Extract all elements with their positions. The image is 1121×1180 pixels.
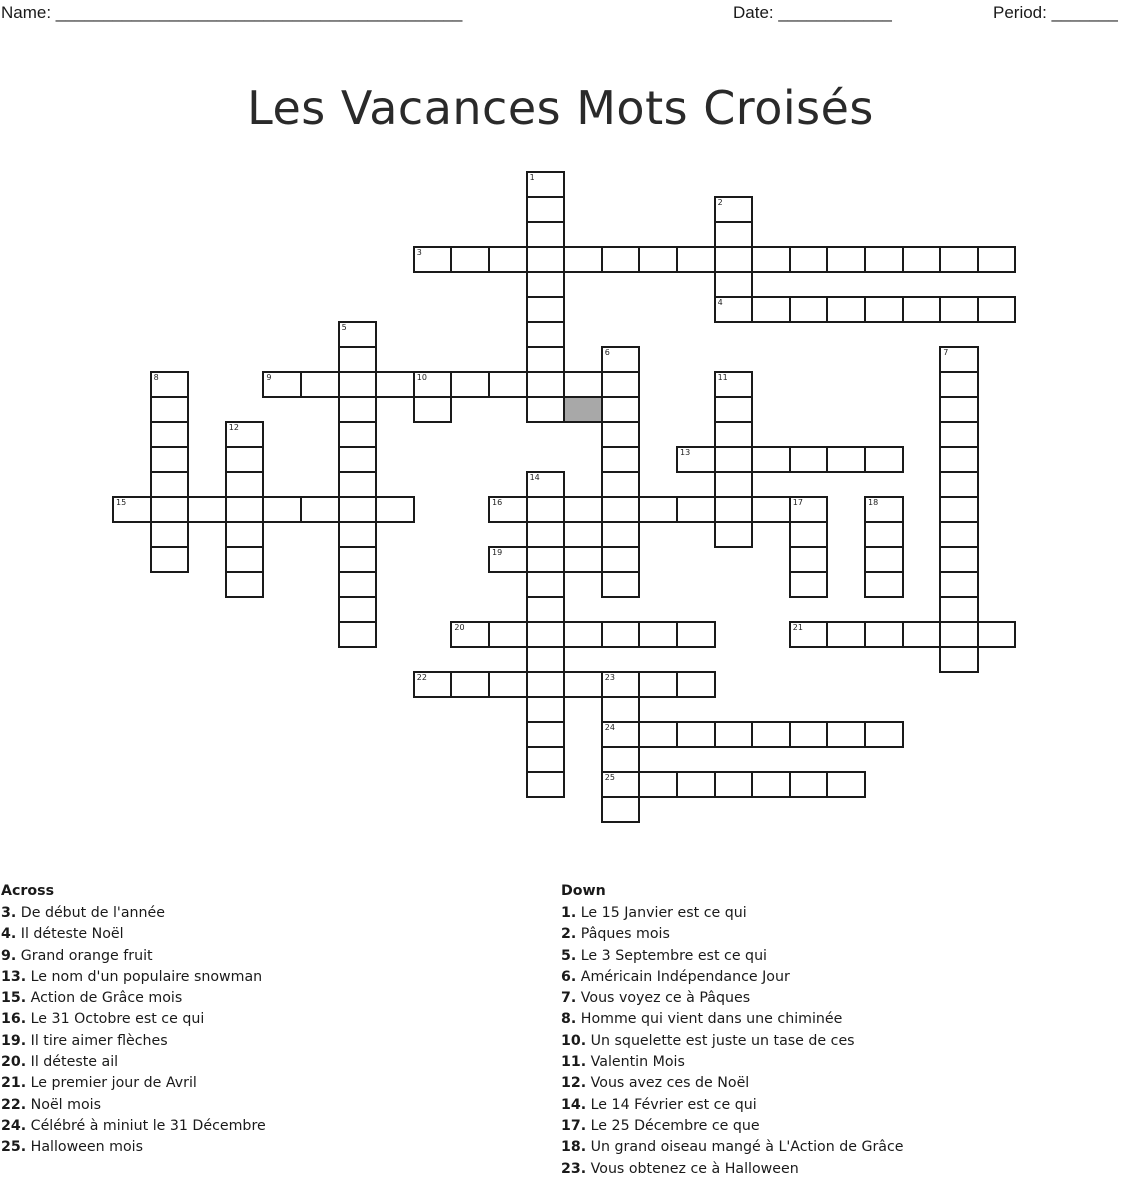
down-clue <box>561 988 904 1009</box>
clue-number: 2. <box>561 926 577 943</box>
grid-cell[interactable] <box>789 246 829 273</box>
grid-cell[interactable] <box>789 571 829 598</box>
grid-cell[interactable] <box>789 621 829 648</box>
grid-cell[interactable] <box>150 421 190 448</box>
grid-cell[interactable] <box>789 721 829 748</box>
grid-cell[interactable] <box>488 371 528 398</box>
clue-text: Un grand oiseau mangé à L'Action de Grâce <box>590 1139 904 1156</box>
grid-cell[interactable] <box>375 496 415 523</box>
clue-number: 6. <box>561 968 577 985</box>
grid-cell[interactable] <box>864 571 904 598</box>
grid-cell[interactable] <box>601 671 641 698</box>
grid-cell[interactable] <box>225 546 265 573</box>
across-clue <box>1 1095 266 1116</box>
grid-cell[interactable] <box>563 546 603 573</box>
grid-cell[interactable] <box>864 546 904 573</box>
clue-number: 12. <box>561 1075 587 1092</box>
grid-cell[interactable] <box>714 446 754 473</box>
grid-cell[interactable] <box>526 771 566 798</box>
grid-cell[interactable] <box>526 471 566 498</box>
grid-cell[interactable] <box>789 521 829 548</box>
cell-number: 21 <box>792 623 803 632</box>
grid-cell[interactable] <box>450 621 490 648</box>
across-clue <box>1 1073 266 1094</box>
clue-text: Il déteste Noël <box>20 926 124 943</box>
clue-text: Américain Indépendance Jour <box>580 968 790 985</box>
grid-cell[interactable] <box>601 771 641 798</box>
grid-cell[interactable] <box>939 646 979 673</box>
clue-text: Pâques mois <box>580 926 670 943</box>
clue-number: 16. <box>1 1011 27 1028</box>
grid-cell[interactable] <box>714 371 754 398</box>
grid-cell[interactable] <box>225 521 265 548</box>
grid-cell[interactable] <box>526 396 566 423</box>
clue-text: Valentin Mois <box>590 1054 685 1071</box>
grid-cell[interactable] <box>864 296 904 323</box>
grid-cell[interactable] <box>150 396 190 423</box>
grid-cell[interactable] <box>150 471 190 498</box>
clue-text: Le 14 Février est ce qui <box>590 1096 757 1113</box>
down-clue <box>561 1159 904 1180</box>
grid-cell[interactable] <box>526 671 566 698</box>
grid-cell[interactable] <box>714 721 754 748</box>
grid-cell[interactable] <box>526 221 566 248</box>
grid-cell[interactable] <box>150 521 190 548</box>
grid-cell[interactable] <box>826 621 866 648</box>
clue-text: Le nom d'un populaire snowman <box>30 968 263 985</box>
across-clue <box>1 967 266 988</box>
cell-number: 3 <box>416 248 422 257</box>
grid-cell[interactable] <box>864 621 904 648</box>
cell-number: 1 <box>529 173 535 182</box>
grid-cell[interactable] <box>714 521 754 548</box>
grid-cell[interactable] <box>225 471 265 498</box>
grid-cell[interactable] <box>902 621 942 648</box>
grid-cell[interactable] <box>526 521 566 548</box>
grid-cell[interactable] <box>826 246 866 273</box>
clue-text: Halloween mois <box>30 1139 143 1156</box>
grid-cell[interactable] <box>262 371 302 398</box>
grid-cell[interactable] <box>526 346 566 373</box>
grid-cell[interactable] <box>714 496 754 523</box>
grid-cell[interactable] <box>526 696 566 723</box>
grid-cell[interactable] <box>714 221 754 248</box>
down-clue <box>561 946 904 967</box>
grid-cell[interactable] <box>751 721 791 748</box>
grid-cell[interactable] <box>338 421 378 448</box>
shaded-cell <box>563 396 603 423</box>
grid-cell[interactable] <box>338 496 378 523</box>
clue-number: 17. <box>561 1117 587 1134</box>
down-clue <box>561 924 904 945</box>
grid-cell[interactable] <box>939 396 979 423</box>
clue-number: 10. <box>561 1032 587 1049</box>
grid-cell[interactable] <box>751 296 791 323</box>
grid-cell[interactable] <box>601 746 641 773</box>
grid-cell[interactable] <box>751 446 791 473</box>
grid-cell[interactable] <box>638 246 678 273</box>
clue-text: De début de l'année <box>20 905 165 921</box>
clue-text: Il tire aimer flèches <box>30 1032 168 1049</box>
grid-cell[interactable] <box>526 646 566 673</box>
grid-cell[interactable] <box>488 671 528 698</box>
grid-cell[interactable] <box>413 371 453 398</box>
grid-cell[interactable] <box>826 446 866 473</box>
grid-cell[interactable] <box>638 721 678 748</box>
grid-cell[interactable] <box>488 246 528 273</box>
grid-cell[interactable] <box>338 321 378 348</box>
grid-cell[interactable] <box>939 446 979 473</box>
grid-cell[interactable] <box>939 571 979 598</box>
clue-text: Noël mois <box>30 1096 101 1113</box>
clue-number: 13. <box>1 968 27 985</box>
clue-number: 19. <box>1 1032 27 1049</box>
down-clue <box>561 967 904 988</box>
grid-cell[interactable] <box>225 421 265 448</box>
across-clue <box>1 903 266 924</box>
clue-text: Le 25 Décembre ce que <box>590 1117 760 1134</box>
grid-cell[interactable] <box>601 396 641 423</box>
grid-cell[interactable] <box>601 546 641 573</box>
clue-number: 3. <box>1 905 17 921</box>
cell-number: 14 <box>529 473 540 482</box>
grid-cell[interactable] <box>826 771 866 798</box>
grid-cell[interactable] <box>939 471 979 498</box>
grid-cell[interactable] <box>714 296 754 323</box>
across-heading: Across <box>1 883 55 899</box>
grid-cell[interactable] <box>563 246 603 273</box>
grid-cell[interactable] <box>413 396 453 423</box>
grid-cell[interactable] <box>789 446 829 473</box>
grid-cell[interactable] <box>864 246 904 273</box>
clue-number: 5. <box>561 947 577 964</box>
grid-cell[interactable] <box>751 771 791 798</box>
puzzle-title: Les Vacances Mots Croisés <box>247 80 874 135</box>
cell-number: 25 <box>604 773 615 782</box>
grid-cell[interactable] <box>714 271 754 298</box>
grid-cell[interactable] <box>488 546 528 573</box>
clue-number: 24. <box>1 1117 27 1134</box>
across-clue-list <box>1 903 266 1159</box>
clue-number: 14. <box>561 1096 587 1113</box>
cell-number: 4 <box>717 298 723 307</box>
grid-cell[interactable] <box>262 496 302 523</box>
grid-cell[interactable] <box>338 371 378 398</box>
cell-number: 18 <box>868 498 879 507</box>
cell-number: 13 <box>680 448 691 457</box>
grid-cell[interactable] <box>977 621 1017 648</box>
clue-number: 18. <box>561 1139 587 1156</box>
grid-cell[interactable] <box>902 246 942 273</box>
down-clue <box>561 1073 904 1094</box>
grid-cell[interactable] <box>488 621 528 648</box>
clue-text: Le 3 Septembre est ce qui <box>580 947 767 964</box>
cell-number: 2 <box>717 198 723 207</box>
down-clue-list <box>561 903 904 1180</box>
clue-text: Action de Grâce mois <box>30 990 183 1007</box>
clue-number: 9. <box>1 947 17 964</box>
grid-cell[interactable] <box>676 671 716 698</box>
cell-number: 9 <box>266 373 272 382</box>
grid-cell[interactable] <box>714 396 754 423</box>
grid-cell[interactable] <box>826 296 866 323</box>
grid-cell[interactable] <box>563 671 603 698</box>
cell-number: 10 <box>416 373 427 382</box>
grid-cell[interactable] <box>112 496 152 523</box>
grid-cell[interactable] <box>338 346 378 373</box>
grid-cell[interactable] <box>826 721 866 748</box>
down-clues <box>561 882 904 1180</box>
clue-text: Il déteste ail <box>30 1054 119 1071</box>
across-clue <box>1 924 266 945</box>
period-field[interactable]: Period: _______ <box>993 3 1118 22</box>
grid-cell[interactable] <box>338 546 378 573</box>
grid-cell[interactable] <box>601 446 641 473</box>
grid-cell[interactable] <box>526 371 566 398</box>
across-clue <box>1 1031 266 1052</box>
grid-cell[interactable] <box>526 596 566 623</box>
grid-cell[interactable] <box>676 621 716 648</box>
grid-cell[interactable] <box>939 246 979 273</box>
grid-cell[interactable] <box>638 621 678 648</box>
grid-cell[interactable] <box>526 196 566 223</box>
grid-cell[interactable] <box>187 496 227 523</box>
grid-cell[interactable] <box>601 371 641 398</box>
grid-cell[interactable] <box>526 621 566 648</box>
grid-cell[interactable] <box>526 571 566 598</box>
grid-cell[interactable] <box>939 621 979 648</box>
clue-number: 11. <box>561 1054 587 1071</box>
clue-text: Vous avez ces de Noël <box>590 1075 750 1092</box>
grid-cell[interactable] <box>789 496 829 523</box>
cell-number: 22 <box>416 673 427 682</box>
down-clue <box>561 1031 904 1052</box>
cell-number: 23 <box>604 673 615 682</box>
grid-cell[interactable] <box>563 621 603 648</box>
grid-cell[interactable] <box>338 571 378 598</box>
grid-cell[interactable] <box>714 196 754 223</box>
date-field[interactable]: Date: ____________ <box>733 3 892 22</box>
grid-cell[interactable] <box>601 521 641 548</box>
cell-number: 20 <box>454 623 465 632</box>
name-field[interactable]: Name: ___________________________________________ <box>1 3 463 22</box>
grid-cell[interactable] <box>225 446 265 473</box>
clue-number: 25. <box>1 1139 27 1156</box>
grid-cell[interactable] <box>338 471 378 498</box>
grid-cell[interactable] <box>526 721 566 748</box>
grid-cell[interactable] <box>150 371 190 398</box>
grid-cell[interactable] <box>864 521 904 548</box>
grid-cell[interactable] <box>676 771 716 798</box>
grid-cell[interactable] <box>450 246 490 273</box>
clue-text: Un squelette est juste un tase de ces <box>590 1032 855 1049</box>
down-clue <box>561 1116 904 1137</box>
grid-cell[interactable] <box>225 496 265 523</box>
grid-cell[interactable] <box>789 771 829 798</box>
clue-text: Homme qui vient dans une chiminée <box>580 1011 843 1028</box>
grid-cell[interactable] <box>939 596 979 623</box>
grid-cell[interactable] <box>939 521 979 548</box>
grid-cell[interactable] <box>526 271 566 298</box>
across-clue <box>1 946 266 967</box>
down-heading: Down <box>561 883 606 899</box>
clue-number: 4. <box>1 926 17 943</box>
grid-cell[interactable] <box>413 671 453 698</box>
grid-cell[interactable] <box>526 496 566 523</box>
grid-cell[interactable] <box>601 246 641 273</box>
clue-text: Le premier jour de Avril <box>30 1075 197 1092</box>
clue-number: 15. <box>1 990 27 1007</box>
grid-cell[interactable] <box>338 621 378 648</box>
grid-cell[interactable] <box>638 671 678 698</box>
clue-text: Vous voyez ce à Pâques <box>580 990 751 1007</box>
grid-cell[interactable] <box>939 296 979 323</box>
grid-cell[interactable] <box>150 446 190 473</box>
across-clue <box>1 988 266 1009</box>
cell-number: 11 <box>717 373 728 382</box>
grid-cell[interactable] <box>864 496 904 523</box>
grid-cell[interactable] <box>413 246 453 273</box>
grid-cell[interactable] <box>338 596 378 623</box>
grid-cell[interactable] <box>601 571 641 598</box>
down-clue <box>561 903 904 924</box>
grid-cell[interactable] <box>939 421 979 448</box>
down-clue <box>561 1009 904 1030</box>
cell-number: 15 <box>116 498 127 507</box>
cell-number: 24 <box>604 723 615 732</box>
grid-cell[interactable] <box>676 446 716 473</box>
grid-cell[interactable] <box>638 496 678 523</box>
grid-cell[interactable] <box>977 296 1017 323</box>
grid-cell[interactable] <box>864 721 904 748</box>
across-clue <box>1 1052 266 1073</box>
cell-number: 5 <box>341 323 347 332</box>
cell-number: 16 <box>492 498 503 507</box>
grid-cell[interactable] <box>601 696 641 723</box>
cell-number: 7 <box>943 348 949 357</box>
cell-number: 12 <box>228 423 239 432</box>
grid-cell[interactable] <box>563 371 603 398</box>
grid-cell[interactable] <box>676 246 716 273</box>
grid-cell[interactable] <box>939 346 979 373</box>
down-clue <box>561 1095 904 1116</box>
grid-cell[interactable] <box>300 496 340 523</box>
grid-cell[interactable] <box>789 546 829 573</box>
clue-text: Grand orange fruit <box>20 947 153 964</box>
grid-cell[interactable] <box>375 371 415 398</box>
grid-cell[interactable] <box>601 471 641 498</box>
grid-cell[interactable] <box>864 446 904 473</box>
clue-number: 1. <box>561 905 577 921</box>
grid-cell[interactable] <box>601 621 641 648</box>
grid-cell[interactable] <box>601 421 641 448</box>
grid-cell[interactable] <box>526 171 566 198</box>
grid-cell[interactable] <box>338 396 378 423</box>
grid-cell[interactable] <box>601 496 641 523</box>
clue-text: Le 15 Janvier est ce qui <box>580 905 747 921</box>
grid-cell[interactable] <box>526 296 566 323</box>
grid-cell[interactable] <box>714 246 754 273</box>
grid-cell[interactable] <box>676 721 716 748</box>
grid-cell[interactable] <box>751 246 791 273</box>
grid-cell[interactable] <box>338 446 378 473</box>
clue-text: Célébré à miniut le 31 Décembre <box>30 1117 266 1134</box>
grid-cell[interactable] <box>488 496 528 523</box>
grid-cell[interactable] <box>939 546 979 573</box>
grid-cell[interactable] <box>450 371 490 398</box>
clue-number: 22. <box>1 1096 27 1113</box>
clue-number: 7. <box>561 990 577 1007</box>
grid-cell[interactable] <box>789 296 829 323</box>
grid-cell[interactable] <box>601 796 641 823</box>
grid-cell[interactable] <box>977 246 1017 273</box>
cell-number: 17 <box>792 498 803 507</box>
grid-cell[interactable] <box>676 496 716 523</box>
clue-number: 8. <box>561 1011 577 1028</box>
grid-cell[interactable] <box>526 321 566 348</box>
grid-cell[interactable] <box>601 346 641 373</box>
grid-cell[interactable] <box>601 721 641 748</box>
across-clue <box>1 1137 266 1158</box>
grid-cell[interactable] <box>526 746 566 773</box>
across-clue <box>1 1116 266 1137</box>
grid-cell[interactable] <box>450 671 490 698</box>
cell-number: 6 <box>604 348 610 357</box>
clue-number: 20. <box>1 1054 27 1071</box>
clue-number: 21. <box>1 1075 27 1092</box>
grid-cell[interactable] <box>338 521 378 548</box>
grid-cell[interactable] <box>225 571 265 598</box>
clue-text: Vous obtenez ce à Halloween <box>590 1160 799 1177</box>
grid-cell[interactable] <box>150 546 190 573</box>
cell-number: 8 <box>153 373 159 382</box>
grid-cell[interactable] <box>902 296 942 323</box>
grid-cell[interactable] <box>300 371 340 398</box>
down-clue <box>561 1052 904 1073</box>
grid-cell[interactable] <box>714 471 754 498</box>
clue-number: 23. <box>561 1160 587 1177</box>
grid-cell[interactable] <box>939 496 979 523</box>
grid-cell[interactable] <box>714 771 754 798</box>
cell-number: 19 <box>492 548 503 557</box>
clue-text: Le 31 Octobre est ce qui <box>30 1011 205 1028</box>
grid-cell[interactable] <box>638 771 678 798</box>
grid-cell[interactable] <box>714 421 754 448</box>
grid-cell[interactable] <box>563 496 603 523</box>
grid-cell[interactable] <box>526 546 566 573</box>
grid-cell[interactable] <box>150 496 190 523</box>
across-clue <box>1 1009 266 1030</box>
grid-cell[interactable] <box>939 371 979 398</box>
grid-cell[interactable] <box>751 496 791 523</box>
down-clue <box>561 1137 904 1158</box>
grid-cell[interactable] <box>526 246 566 273</box>
across-clues <box>1 882 266 1159</box>
